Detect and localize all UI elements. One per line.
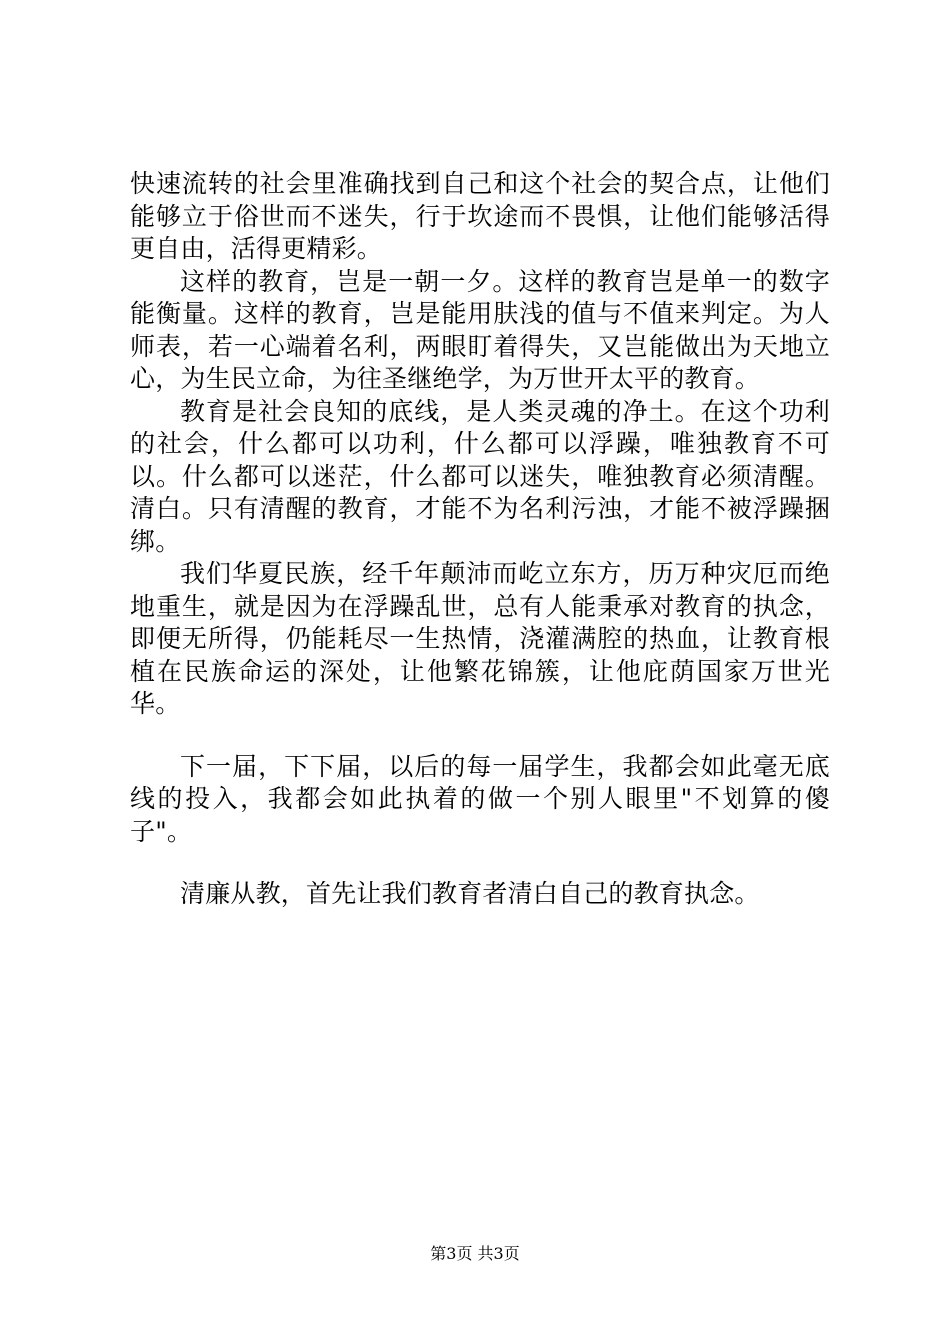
paragraph-future-students: 下一届，下下届，以后的每一届学生，我都会如此毫无底线的投入，我都会如此执着的做一个别人眼里"不划算的傻子"。 [130,751,830,846]
paragraph-closing: 清廉从教，首先让我们教育者清白自己的教育执念。 [180,879,760,908]
paragraph-continued: 快速流转的社会里准确找到自己和这个社会的契合点，让他们能够立于俗世而不迷失，行于坎途而不畏惧，让他们能够活得更自由，活得更精彩。 [130,169,830,263]
page-number-footer: 第3页 共3页 [430,1244,520,1263]
document-body [130,168,830,911]
paragraph-chinese-nation: 我们华夏民族，经千年颠沛而屹立东方，历万种灾厄而绝地重生，就是因为在浮躁乱世，总有人能秉承对教育的执念，即便无所得，仍能耗尽一生热情，浇灌满腔的热血，让教育根植在民族命运的深处，让他繁花锦簇，让他庇荫国家万世光华。 [130,559,830,718]
paragraph-education-conscience: 教育是社会良知的底线，是人类灵魂的净土。在这个功利的社会，什么都可以功利，什么都可以浮躁，唯独教育不可以。什么都可以迷茫，什么都可以迷失，唯独教育必须清醒。清白。只有清醒的教育，才能不为名利污浊，才能不被浮躁捆绑。 [130,396,830,556]
paragraph-education-not-overnight: 这样的教育，岂是一朝一夕。这样的教育岂是单一的数字能衡量。这样的教育，岂是能用肤浅的值与不值来判定。为人师表，若一心端着名利，两眼盯着得失，又岂能做出为天地立心，为生民立命，为往圣继绝学，为万世开太平的教育。 [130,266,830,393]
